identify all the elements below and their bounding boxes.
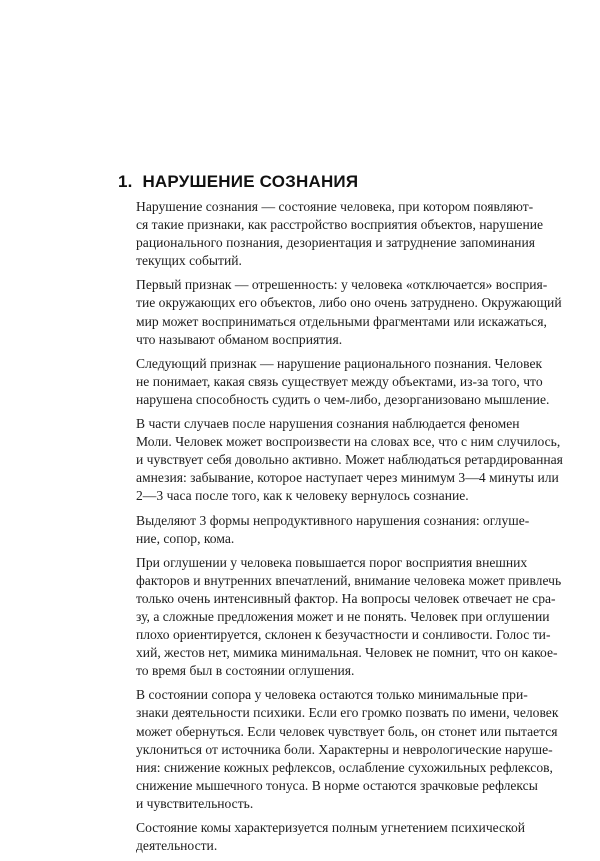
text-line: В части случаев после нарушения сознания наблюдается феномен xyxy=(136,416,520,432)
text-line: уклониться от источника боли. Характерны и неврологические наруше- xyxy=(136,741,553,757)
text-line: ся такие признаки, как расстройство восприятия объектов, нарушение xyxy=(136,217,544,233)
paragraph xyxy=(118,276,562,348)
text-line: Состояние комы характеризуется полным угнетением психической xyxy=(136,820,526,835)
text-line: знаки деятельности психики. Если его громко позвать по имени, человек xyxy=(136,705,559,721)
text-line: нарушена способность судить о чем-либо, дезорганизовано мышление. xyxy=(136,391,550,407)
text-line: мир может восприниматься отдельными фрагментами или искажаться, xyxy=(136,313,547,329)
text-line: не понимает, какая связь существует между объектами, из-за того, что xyxy=(136,373,543,389)
text-line: и чувствительность. xyxy=(136,795,254,811)
paragraph xyxy=(118,819,526,855)
text-line: зу, а сложные предложения может и не понять. Человек при оглушении xyxy=(136,608,550,624)
text-line: текущих событий. xyxy=(136,253,242,269)
text-line: плохо ориентируется, склонен к безучастности и сонливости. Голос ти- xyxy=(136,627,551,643)
text-line: и чувствует себя довольно активно. Может наблюдаться ретардированная xyxy=(136,452,563,468)
text-line: Следующий признак — нарушение рационального познания. Человек xyxy=(136,355,543,371)
paragraph xyxy=(118,512,530,548)
chapter-number: 1. xyxy=(118,172,133,191)
paragraph xyxy=(118,355,550,409)
text-line: амнезия: забывание, которое наступает через минимум 3—4 минуты или xyxy=(136,470,559,486)
paragraph xyxy=(118,554,562,681)
text-line: то время был в состоянии оглушения. xyxy=(136,663,355,679)
paragraph xyxy=(118,415,563,505)
text-line: ния: снижение кожных рефлексов, ослабление сухожильных рефлексов, xyxy=(136,759,553,775)
chapter-title-text: НАРУШЕНИЕ СОЗНАНИЯ xyxy=(142,172,359,191)
text-line: только очень интенсивный фактор. На вопросы человек отвечает не сра- xyxy=(136,590,556,606)
text-line: Моли. Человек может воспроизвести на словах все, что с ним случилось, xyxy=(136,434,561,450)
text-line: При оглушении у человека повышается порог восприятия внешних xyxy=(136,554,528,570)
chapter-heading xyxy=(118,172,358,192)
text-line: снижение мышечного тонуса. В норме остаются зрачковые рефлексы xyxy=(136,777,538,793)
text-line: деятельности. xyxy=(136,838,218,854)
text-line: В состоянии сопора у человека остаются только минимальные при- xyxy=(136,687,528,703)
text-line: хий, жестов нет, мимика минимальная. Человек не помнит, что он какое- xyxy=(136,645,558,661)
text-line: может обернуться. Если человек чувствует боль, он стонет или пытается xyxy=(136,723,558,739)
text-line: ние, сопор, кома. xyxy=(136,530,235,546)
text-line: рационального познания, дезориентация и затруднение запоминания xyxy=(136,235,535,251)
text-line: Выделяют 3 формы непродуктивного нарушения сознания: оглуше- xyxy=(136,512,530,528)
text-line: Первый признак — отрешенность: у человека «отключается» восприя- xyxy=(136,277,548,293)
text-line: тие окружающих его объектов, либо оно очень затруднено. Окружающий xyxy=(136,295,562,311)
chapter-body xyxy=(118,198,563,861)
text-line: 2—3 часа после того, как к человеку вернулось сознание. xyxy=(136,488,469,504)
text-line: факторов и внутренних впечатлений, внимание человека может привлечь xyxy=(136,572,562,588)
text-line: Нарушение сознания — состояние человека, при котором появляют- xyxy=(136,199,534,214)
paragraph xyxy=(118,198,544,270)
text-line: что называют обманом восприятия. xyxy=(136,331,343,347)
